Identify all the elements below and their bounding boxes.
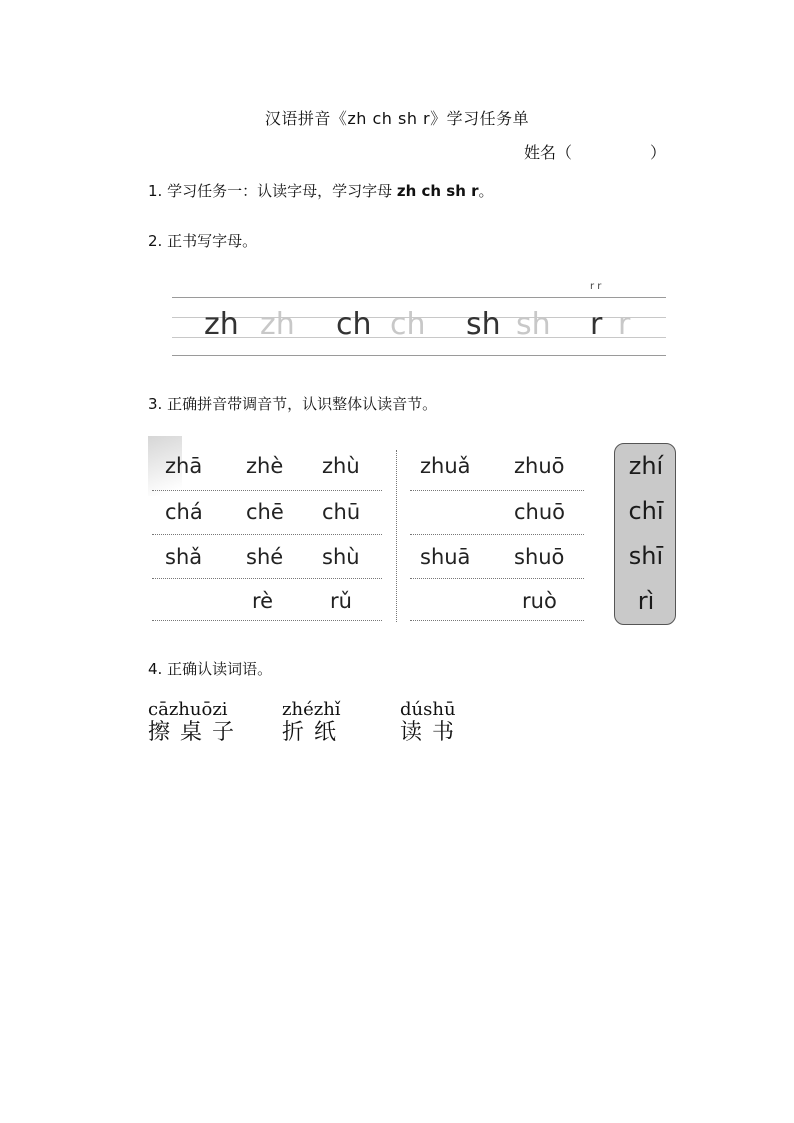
table-divider [396, 450, 397, 622]
letter-sh: sh [466, 307, 501, 342]
syllable: chá [165, 500, 203, 524]
syllable-table [148, 436, 588, 626]
letter-ch: ch [336, 307, 372, 342]
syllable: ruò [522, 589, 557, 613]
letter-sh-trace: sh [516, 307, 551, 342]
task-4-number: 4. [148, 660, 163, 678]
row-line-3-left [152, 578, 382, 579]
syllable: shù [322, 545, 360, 569]
small-r-mark: r r [590, 281, 602, 292]
word-item [400, 700, 464, 746]
task-3 [148, 393, 437, 414]
writing-lines [172, 297, 666, 359]
word-pinyin: dúshū [400, 699, 456, 720]
row-line-4-left [152, 620, 382, 621]
whole-syllables-box [614, 443, 676, 625]
row-line-3-right [410, 578, 584, 579]
name-label: 姓名（ [524, 143, 573, 162]
word-item [148, 700, 244, 746]
whole-syllable: rì [637, 587, 655, 615]
task-3-text: 正确拼音带调音节，认识整体认读音节。 [167, 395, 438, 413]
syllable: chū [322, 500, 361, 524]
task-1-text: 学习任务一：认读字母，学习字母 [167, 182, 397, 200]
row-line-2-left [152, 534, 382, 535]
task-4 [148, 658, 272, 679]
syllable: shé [246, 545, 284, 569]
letter-ch-trace: ch [390, 307, 426, 342]
syllable: chē [246, 500, 284, 524]
syllable: zhuō [514, 454, 565, 478]
whole-syllable: zhí [628, 452, 664, 480]
syllable: shǎ [165, 545, 203, 569]
letter-zh: zh [204, 307, 239, 342]
task-4-text: 正确认读词语。 [167, 660, 273, 678]
task-1-letters: zh ch sh r [396, 182, 479, 200]
row-line-1-right [410, 490, 584, 491]
task-1-suffix: 。 [478, 182, 494, 200]
writing-line-bottom [172, 355, 666, 356]
syllable: rè [252, 589, 274, 613]
word-hanzi: 擦桌子 [148, 720, 245, 745]
word-pinyin: cāzhuōzi [148, 699, 228, 720]
syllable: shuā [420, 545, 471, 569]
syllable: zhè [246, 454, 284, 478]
word-pinyin: zhézhǐ [282, 699, 341, 720]
row-line-1-left [152, 490, 382, 491]
task-3-number: 3. [148, 395, 163, 413]
name-field [524, 140, 666, 163]
name-close-paren: ） [650, 143, 667, 162]
word-hanzi: 读书 [400, 720, 465, 745]
whole-syllable: chī [628, 497, 664, 525]
task-1 [148, 180, 494, 201]
word-item [282, 700, 346, 746]
letter-r-trace: r [618, 307, 631, 342]
task-2-text: 正书写字母。 [167, 232, 258, 250]
letter-r: r [590, 307, 603, 342]
task-2-number: 2. [148, 232, 163, 250]
task-1-number: 1. [148, 182, 163, 200]
syllable: zhā [165, 454, 203, 478]
writing-line-top [172, 297, 666, 298]
syllable: chuō [514, 500, 566, 524]
syllable: rǔ [330, 589, 352, 613]
syllable: zhù [322, 454, 360, 478]
whole-syllable: shī [628, 542, 664, 570]
syllable: zhuǎ [420, 454, 471, 478]
row-line-2-right [410, 534, 584, 535]
word-hanzi: 折纸 [282, 720, 347, 745]
task-2 [148, 230, 257, 251]
letter-zh-trace: zh [260, 307, 295, 342]
page-title: 汉语拼音《zh ch sh r》学习任务单 [264, 109, 530, 128]
row-line-4-right [410, 620, 584, 621]
syllable: shuō [514, 545, 565, 569]
